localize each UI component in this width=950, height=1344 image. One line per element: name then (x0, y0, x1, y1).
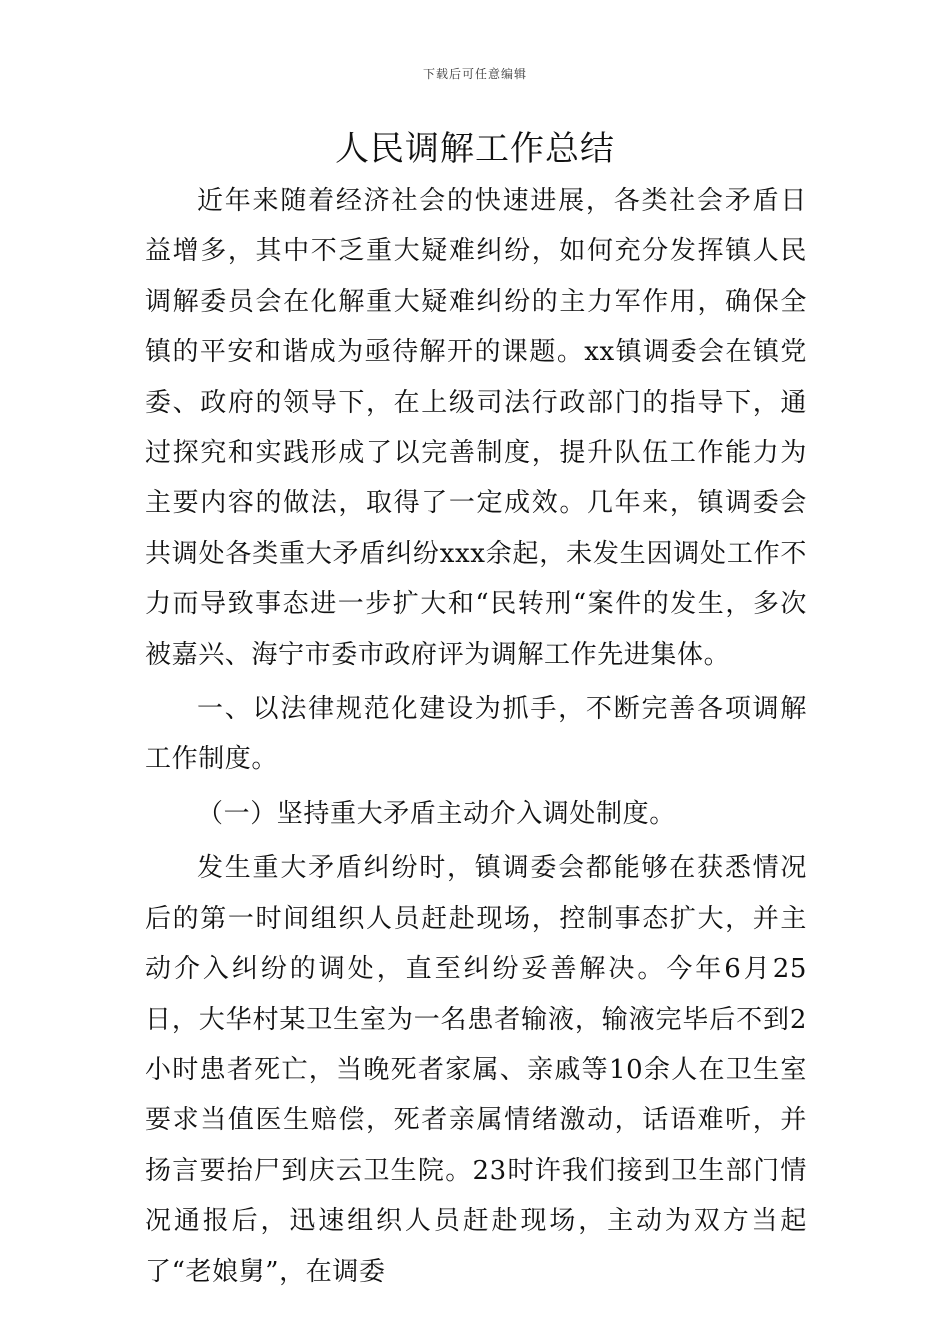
body-paragraph-2: 发生重大矛盾纠纷时，镇调委会都能够在获悉情况后的第一时间组织人员赶赴现场，控制事态扩大，并主动介入纠纷的调处，直至纠纷妥善解决。今年6月25日，大华村某卫生室为一名患者输液，输液完毕后不到2小时患者死亡，当晚死者家属、亲戚等10余人在卫生室要求当值医生赔偿，死者亲属情绪激动，话语难听，并扬言要抬尸到庆云卫生院。23时许我们接到卫生部门情况通报后，迅速组织人员赶赴现场，主动为双方当起了“老娘舅”，在调委 (145, 853, 807, 1287)
document-title: 人民调解工作总结 (335, 129, 615, 169)
document-body (145, 176, 807, 1297)
section-heading-1: 一、以法律规范化建设为抓手，不断完善各项调解工作制度。 (145, 694, 807, 775)
subsection-heading-1: （一）坚持重大矛盾主动介入调处制度。 (197, 798, 676, 829)
intro-paragraph: 近年来随着经济社会的快速进展，各类社会矛盾日益增多，其中不乏重大疑难纠纷，如何充分发挥镇人民调解委员会在化解重大疑难纠纷的主力军作用，确保全镇的平安和谐成为亟待解开的课题。xx镇调委会在镇党委、政府的领导下，在上级司法行政部门的指导下，通过探究和实践形成了以完善制度，提升队伍工作能力为主要内容的做法，取得了一定成效。几年来，镇调委会共调处各类重大矛盾纠纷xxx余起，未发生因调处工作不力而导致事态进一步扩大和“民转刑“案件的发生，多次被嘉兴、海宁市委市政府评为调解工作先进集体。 (145, 186, 807, 670)
page-header-note: 下载后可任意编辑 (422, 67, 527, 81)
